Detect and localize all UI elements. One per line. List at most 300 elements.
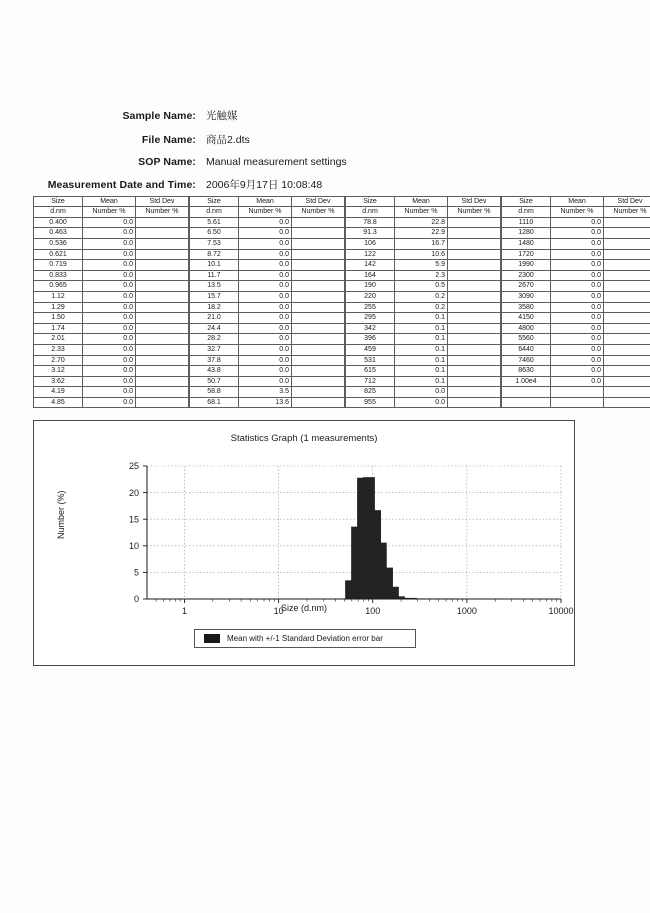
table-cell-stddev — [136, 249, 189, 260]
table-cell-size: 1480 — [502, 238, 551, 249]
table-cell-stddev — [292, 366, 345, 377]
table-cell-stddev — [292, 313, 345, 324]
table-row — [346, 249, 501, 260]
table-row — [346, 302, 501, 313]
table-cell-stddev — [448, 376, 501, 387]
table-cell-stddev — [136, 387, 189, 398]
table-cell-size: 0.536 — [34, 238, 83, 249]
table-cell-mean: 0.0 — [239, 291, 292, 302]
table-cell-mean: 0.1 — [395, 334, 448, 345]
table-cell-mean: 0.0 — [83, 387, 136, 398]
table-cell-mean: 0.0 — [239, 217, 292, 228]
table-row — [34, 260, 189, 271]
table-cell-stddev — [136, 270, 189, 281]
sample-name-label: Sample Name: — [122, 110, 196, 122]
column-header-size: Size — [502, 197, 551, 207]
table-cell-stddev — [448, 302, 501, 313]
header-row-sample-name — [38, 108, 458, 123]
table-cell-stddev — [604, 238, 650, 249]
table-cell-size: 15.7 — [190, 291, 239, 302]
table-cell-mean: 0.0 — [239, 238, 292, 249]
table-cell-mean: 0.0 — [83, 397, 136, 408]
column-header-mean: Mean — [83, 197, 136, 207]
table-cell-stddev — [604, 344, 650, 355]
table-cell-stddev — [136, 238, 189, 249]
table-cell-stddev — [604, 323, 650, 334]
table-cell-mean: 0.0 — [239, 270, 292, 281]
column-header-size: Size — [190, 197, 239, 207]
table-cell-stddev — [604, 270, 650, 281]
table-cell-size: 13.5 — [190, 281, 239, 292]
table-row — [190, 323, 345, 334]
table-row — [346, 260, 501, 271]
table-cell-size: 3090 — [502, 291, 551, 302]
measurement-datetime-label: Measurement Date and Time: — [47, 179, 196, 191]
table-cell-mean — [551, 387, 604, 398]
table-cell-size: 1990 — [502, 260, 551, 271]
distribution-table-1 — [33, 196, 189, 408]
table-header-row-bottom — [34, 207, 189, 217]
table-row — [346, 387, 501, 398]
table-cell-stddev — [604, 334, 650, 345]
table-cell-stddev — [448, 270, 501, 281]
table-row — [190, 302, 345, 313]
table-cell-mean: 0.0 — [83, 376, 136, 387]
table-row — [502, 291, 650, 302]
table-row — [346, 238, 501, 249]
table-row — [502, 334, 650, 345]
sample-name-value: 光触媒 — [206, 110, 238, 122]
table-row — [346, 313, 501, 324]
table-cell-mean: 0.0 — [551, 238, 604, 249]
table-cell-stddev — [292, 344, 345, 355]
column-subheader-2: Number % — [448, 207, 501, 217]
table-cell-size: 1.00e4 — [502, 376, 551, 387]
table-cell-size: 1280 — [502, 228, 551, 239]
table-cell-mean: 0.0 — [239, 323, 292, 334]
table-row — [34, 387, 189, 398]
column-subheader-0: d.nm — [346, 207, 395, 217]
table-cell-mean: 0.0 — [551, 313, 604, 324]
table-cell-size: 68.1 — [190, 397, 239, 408]
table-cell-size: 106 — [346, 238, 395, 249]
table-cell-mean: 0.0 — [551, 302, 604, 313]
table-header-row-bottom — [346, 207, 501, 217]
table-row — [190, 249, 345, 260]
table-cell-size: 615 — [346, 366, 395, 377]
table-cell-mean: 0.0 — [83, 302, 136, 313]
table-row — [502, 228, 650, 239]
table-cell-size: 955 — [346, 397, 395, 408]
table-cell-size: 4.85 — [34, 397, 83, 408]
table-row — [34, 334, 189, 345]
table-cell-size: 459 — [346, 344, 395, 355]
table-cell-size: 1.12 — [34, 291, 83, 302]
table-cell-stddev — [604, 366, 650, 377]
table-cell-stddev — [604, 387, 650, 398]
table-cell-size: 1720 — [502, 249, 551, 260]
table-row — [190, 334, 345, 345]
table-cell-mean: 0.0 — [395, 387, 448, 398]
table-row — [346, 397, 501, 408]
table-cell-size: 21.0 — [190, 313, 239, 324]
table-cell-stddev — [604, 281, 650, 292]
table-cell-mean: 0.0 — [83, 238, 136, 249]
table-cell-stddev — [604, 228, 650, 239]
table-cell-mean: 10.6 — [395, 249, 448, 260]
table-row — [502, 376, 650, 387]
table-cell-size: 2300 — [502, 270, 551, 281]
table-cell-mean: 0.0 — [551, 323, 604, 334]
table-row — [34, 355, 189, 366]
table-row — [346, 355, 501, 366]
table-cell-mean: 22.9 — [395, 228, 448, 239]
table-cell-mean: 0.0 — [239, 281, 292, 292]
table-cell-size: 43.8 — [190, 366, 239, 377]
table-cell-size: 2.70 — [34, 355, 83, 366]
table-row — [346, 291, 501, 302]
table-row — [346, 334, 501, 345]
table-row — [502, 302, 650, 313]
table-cell-size: 11.7 — [190, 270, 239, 281]
table-cell-stddev — [136, 344, 189, 355]
table-row — [190, 217, 345, 228]
distribution-table-2 — [189, 196, 345, 408]
table-row — [190, 313, 345, 324]
distribution-table-3 — [345, 196, 501, 408]
table-cell-stddev — [292, 355, 345, 366]
table-row — [502, 238, 650, 249]
table-row — [34, 313, 189, 324]
table-row — [34, 281, 189, 292]
column-subheader-1: Number % — [83, 207, 136, 217]
table-row — [346, 270, 501, 281]
table-cell-mean: 0.0 — [551, 249, 604, 260]
table-cell-mean: 0.0 — [551, 228, 604, 239]
header-row-measurement-datetime — [38, 177, 458, 192]
table-row — [346, 281, 501, 292]
table-cell-mean: 0.0 — [239, 376, 292, 387]
table-row — [346, 366, 501, 377]
table-cell-stddev — [292, 334, 345, 345]
table-cell-stddev — [292, 397, 345, 408]
legend-swatch-icon — [204, 634, 220, 643]
table-cell-stddev — [448, 217, 501, 228]
table-row — [346, 344, 501, 355]
column-subheader-0: d.nm — [502, 207, 551, 217]
table-row — [502, 344, 650, 355]
table-cell-size: 50.7 — [190, 376, 239, 387]
table-cell-mean: 0.0 — [551, 376, 604, 387]
x-axis-label: Size (d.nm) — [280, 603, 327, 613]
table-cell-mean: 0.1 — [395, 323, 448, 334]
table-cell-stddev — [136, 291, 189, 302]
table-cell-stddev — [604, 217, 650, 228]
table-row — [502, 270, 650, 281]
table-row — [34, 302, 189, 313]
table-cell-size: 0.719 — [34, 260, 83, 271]
statistics-graph-panel — [33, 420, 575, 666]
y-tick-label: 15 — [128, 514, 139, 525]
y-tick-label: 20 — [128, 487, 139, 498]
table-cell-mean: 0.0 — [551, 291, 604, 302]
table-cell-stddev — [604, 397, 650, 408]
table-cell-size: 531 — [346, 355, 395, 366]
table-cell-mean: 0.0 — [83, 228, 136, 239]
table-cell-size: 4800 — [502, 323, 551, 334]
table-row — [502, 355, 650, 366]
table-cell-mean: 0.0 — [239, 313, 292, 324]
table-cell-mean: 0.2 — [395, 291, 448, 302]
table-cell-size: 28.2 — [190, 334, 239, 345]
table-cell-mean: 0.0 — [83, 366, 136, 377]
table-row — [502, 249, 650, 260]
table-cell-stddev — [448, 387, 501, 398]
table-cell-size: 24.4 — [190, 323, 239, 334]
table-cell-mean: 0.0 — [239, 366, 292, 377]
table-cell-stddev — [292, 387, 345, 398]
table-row — [502, 281, 650, 292]
table-cell-stddev — [136, 302, 189, 313]
table-row — [346, 323, 501, 334]
table-cell-stddev — [136, 355, 189, 366]
table-cell-size: 18.2 — [190, 302, 239, 313]
table-row — [34, 228, 189, 239]
table-cell-stddev — [292, 249, 345, 260]
table-cell-mean: 0.1 — [395, 366, 448, 377]
table-cell-mean: 0.0 — [239, 344, 292, 355]
table-cell-mean: 0.0 — [83, 260, 136, 271]
table-cell-size: 220 — [346, 291, 395, 302]
table-cell-stddev — [448, 323, 501, 334]
table-cell-size: 78.8 — [346, 217, 395, 228]
column-subheader-0: d.nm — [34, 207, 83, 217]
table-cell-size: 712 — [346, 376, 395, 387]
table-cell-size: 4150 — [502, 313, 551, 324]
legend-label: Mean with +/-1 Standard Deviation error bar — [227, 634, 383, 643]
table-cell-size: 3.12 — [34, 366, 83, 377]
table-cell-size — [502, 397, 551, 408]
table-cell-stddev — [136, 228, 189, 239]
table-cell-stddev — [448, 228, 501, 239]
y-axis-label: Number (%) — [56, 490, 66, 539]
table-cell-stddev — [604, 260, 650, 271]
table-cell-stddev — [292, 270, 345, 281]
table-row — [502, 313, 650, 324]
table-cell-mean: 3.5 — [239, 387, 292, 398]
table-cell-size: 2670 — [502, 281, 551, 292]
y-tick-label: 0 — [133, 594, 139, 605]
table-cell-size: 32.7 — [190, 344, 239, 355]
table-cell-size — [502, 387, 551, 398]
table-cell-size: 825 — [346, 387, 395, 398]
table-cell-stddev — [448, 291, 501, 302]
table-cell-size: 3580 — [502, 302, 551, 313]
table-row — [34, 376, 189, 387]
table-row — [346, 217, 501, 228]
table-cell-mean: 0.0 — [239, 334, 292, 345]
table-cell-stddev — [604, 302, 650, 313]
table-cell-stddev — [604, 249, 650, 260]
column-subheader-2: Number % — [136, 207, 189, 217]
table-cell-size: 6.50 — [190, 228, 239, 239]
table-cell-size: 164 — [346, 270, 395, 281]
table-cell-stddev — [292, 291, 345, 302]
sop-name-label: SOP Name: — [138, 156, 196, 168]
table-cell-stddev — [448, 238, 501, 249]
table-cell-mean: 0.0 — [83, 281, 136, 292]
table-header-row-top — [190, 197, 345, 207]
table-cell-mean: 0.0 — [551, 260, 604, 271]
table-cell-mean: 5.9 — [395, 260, 448, 271]
table-cell-stddev — [604, 355, 650, 366]
table-cell-size: 142 — [346, 260, 395, 271]
table-cell-mean: 0.0 — [239, 228, 292, 239]
x-tick-label: 10 — [273, 606, 284, 616]
table-cell-stddev — [136, 397, 189, 408]
table-row — [190, 238, 345, 249]
table-cell-size: 1.74 — [34, 323, 83, 334]
column-subheader-2: Number % — [292, 207, 345, 217]
table-cell-size: 0.400 — [34, 217, 83, 228]
table-cell-stddev — [136, 217, 189, 228]
table-cell-mean — [551, 397, 604, 408]
table-row — [502, 366, 650, 377]
column-subheader-2: Number % — [604, 207, 650, 217]
table-cell-mean: 0.0 — [239, 302, 292, 313]
table-cell-mean: 0.0 — [239, 355, 292, 366]
table-cell-size: 0.965 — [34, 281, 83, 292]
table-cell-size: 7460 — [502, 355, 551, 366]
table-cell-mean: 0.5 — [395, 281, 448, 292]
table-cell-mean: 0.0 — [83, 291, 136, 302]
table-row — [34, 291, 189, 302]
table-cell-size: 5.61 — [190, 217, 239, 228]
graph-title: Statistics Graph (1 measurements) — [230, 433, 378, 444]
table-cell-stddev — [448, 366, 501, 377]
table-cell-stddev — [448, 260, 501, 271]
table-cell-mean: 0.0 — [83, 270, 136, 281]
table-cell-size: 10.1 — [190, 260, 239, 271]
table-cell-mean: 13.6 — [239, 397, 292, 408]
table-cell-stddev — [292, 376, 345, 387]
table-row — [190, 260, 345, 271]
table-cell-mean: 0.0 — [239, 260, 292, 271]
column-header-std-dev: Std Dev — [604, 197, 650, 207]
sop-name-value: Manual measurement settings — [206, 156, 347, 168]
table-cell-size: 122 — [346, 249, 395, 260]
table-cell-stddev — [136, 281, 189, 292]
table-cell-mean: 0.1 — [395, 355, 448, 366]
table-cell-mean: 0.1 — [395, 313, 448, 324]
table-row — [502, 217, 650, 228]
chart-legend — [194, 629, 416, 648]
table-cell-size: 4.19 — [34, 387, 83, 398]
plot-area — [34, 421, 574, 665]
table-cell-size: 58.8 — [190, 387, 239, 398]
table-row — [502, 387, 650, 398]
column-header-std-dev: Std Dev — [292, 197, 345, 207]
table-cell-size: 0.621 — [34, 249, 83, 260]
table-row — [34, 217, 189, 228]
table-row — [190, 387, 345, 398]
y-tick-label: 10 — [128, 541, 139, 551]
table-cell-mean: 0.0 — [83, 355, 136, 366]
table-row — [190, 270, 345, 281]
table-cell-size: 396 — [346, 334, 395, 345]
table-header-row-bottom — [502, 207, 650, 217]
table-cell-stddev — [136, 334, 189, 345]
y-tick-label: 5 — [133, 567, 139, 578]
table-cell-mean: 0.0 — [551, 334, 604, 345]
x-tick-label: 1 — [181, 606, 187, 616]
table-cell-stddev — [448, 313, 501, 324]
table-cell-mean: 0.0 — [83, 249, 136, 260]
column-subheader-1: Number % — [551, 207, 604, 217]
table-cell-stddev — [292, 323, 345, 334]
y-tick-label: 25 — [128, 461, 139, 472]
column-header-std-dev: Std Dev — [448, 197, 501, 207]
table-cell-stddev — [448, 249, 501, 260]
column-header-std-dev: Std Dev — [136, 197, 189, 207]
header-row-file-name — [38, 132, 458, 147]
table-cell-stddev — [136, 260, 189, 271]
table-cell-mean: 0.1 — [395, 344, 448, 355]
table-cell-size: 5560 — [502, 334, 551, 345]
measurement-datetime-value: 2006年9月17日 10:08:48 — [206, 179, 323, 191]
table-cell-size: 6440 — [502, 344, 551, 355]
table-row — [502, 323, 650, 334]
table-row — [502, 397, 650, 408]
table-row — [34, 238, 189, 249]
table-row — [34, 344, 189, 355]
table-cell-size: 3.62 — [34, 376, 83, 387]
table-cell-stddev — [604, 313, 650, 324]
table-cell-stddev — [136, 366, 189, 377]
table-row — [502, 260, 650, 271]
column-header-mean: Mean — [551, 197, 604, 207]
table-cell-size: 7.53 — [190, 238, 239, 249]
table-cell-stddev — [292, 260, 345, 271]
file-name-value: 商品2.dts — [206, 134, 250, 146]
table-cell-size: 91.3 — [346, 228, 395, 239]
table-cell-stddev — [448, 281, 501, 292]
table-cell-size: 0.833 — [34, 270, 83, 281]
table-row — [190, 376, 345, 387]
table-cell-stddev — [604, 291, 650, 302]
table-cell-stddev — [448, 344, 501, 355]
table-cell-stddev — [292, 302, 345, 313]
table-cell-mean: 2.3 — [395, 270, 448, 281]
table-cell-stddev — [292, 238, 345, 249]
table-row — [346, 228, 501, 239]
table-row — [34, 249, 189, 260]
table-cell-stddev — [136, 313, 189, 324]
table-row — [346, 376, 501, 387]
report-header — [38, 108, 458, 201]
table-row — [190, 228, 345, 239]
column-header-mean: Mean — [395, 197, 448, 207]
distribution-tables — [33, 196, 647, 408]
table-cell-size: 255 — [346, 302, 395, 313]
table-row — [34, 397, 189, 408]
table-row — [190, 291, 345, 302]
column-header-size: Size — [34, 197, 83, 207]
table-row — [190, 281, 345, 292]
table-cell-stddev — [448, 397, 501, 408]
table-cell-size: 1.29 — [34, 302, 83, 313]
table-cell-mean: 0.0 — [83, 344, 136, 355]
